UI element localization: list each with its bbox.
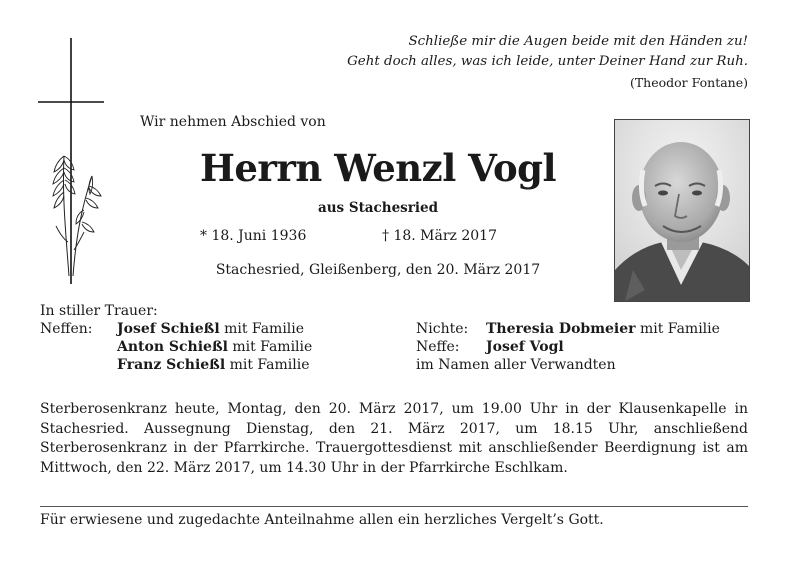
thanks-text: Für erwiesene und zugedachte Anteilnahme allen ein herzliches Vergelt’s Gott. — [40, 512, 604, 528]
poem-line-1: Schließe mir die Augen beide mit den Händen zu! — [408, 34, 748, 49]
nephew-suffix: mit Familie — [219, 321, 305, 337]
cross-with-wheat-icon — [36, 36, 106, 286]
place-and-date: Stachesried, Gleißenberg, den 20. März 2017 — [215, 262, 541, 278]
service-info-paragraph: Sterberosenkranz heute, Montag, den 20. März 2017, um 19.00 Uhr in der Klausenkapelle in Stachesried. Aussegnung Dienstag, den 21. März 2017, um 18.15 Uhr, anschließend Sterberosenkranz in der Pfarrkirche. Trauergottesdienst mit anschließender Beerdignung ist am Mittwoch, den 22. März 2017, um 14.30 Uhr in der Pfarrkirche Eschlkam. — [40, 401, 748, 476]
intro-text: Wir nehmen Abschied von — [140, 114, 326, 130]
nephews-label: Neffen: — [40, 321, 93, 337]
niece-label: Nichte: — [416, 321, 469, 337]
nephew-single-label: Neffe: — [416, 339, 460, 355]
poem-line-2: Geht doch alles, was ich leide, unter Deiner Hand zur Ruh. — [347, 54, 748, 69]
niece-name: Theresia Dobmeier — [486, 321, 636, 337]
nephew-entry — [117, 356, 310, 374]
nephew-name: Josef Schießl — [117, 321, 220, 337]
birth-date: * 18. Juni 1936 — [200, 228, 307, 244]
niece-suffix: mit Familie — [635, 321, 720, 337]
nephew-entry — [117, 320, 304, 338]
mourners-heading: In stiller Trauer: — [40, 303, 158, 319]
nephew-name: Franz Schießl — [117, 357, 226, 373]
deceased-name: Herrn Wenzl Vogl — [199, 146, 557, 190]
nephew-suffix: mit Familie — [227, 339, 313, 355]
other-relatives: im Namen aller Verwandten — [416, 357, 616, 373]
poem-author: (Theodor Fontane) — [629, 75, 748, 90]
nephew-entry — [117, 338, 312, 356]
portrait-photo — [614, 119, 750, 302]
death-date: † 18. März 2017 — [382, 228, 497, 244]
niece-entry — [486, 320, 720, 338]
nephew-single-name: Josef Vogl — [486, 339, 564, 355]
origin-place: aus Stachesried — [317, 200, 439, 216]
divider — [40, 506, 748, 507]
nephew-single-entry — [486, 338, 564, 356]
nephew-name: Anton Schießl — [117, 339, 228, 355]
nephew-suffix: mit Familie — [225, 357, 310, 373]
